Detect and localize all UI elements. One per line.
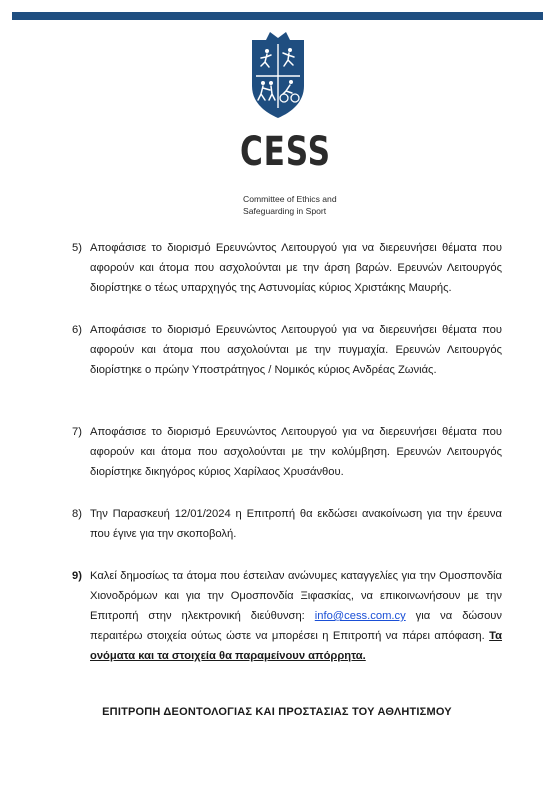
signature-title: ΕΠΙΤΡΟΠΗ ΔΕΟΝΤΟΛΟΓΙΑΣ ΚΑΙ ΠΡΟΣΤΑΣΙΑΣ ΤΟΥ ΑΘΛΗΤΙΣΜΟΥ bbox=[102, 706, 452, 718]
logo-subtitle-line2: Safeguarding in Sport bbox=[243, 206, 327, 216]
item-number: 5) bbox=[72, 242, 82, 254]
logo-subtitle-line1: Committee of Ethics and bbox=[243, 194, 337, 204]
item-number: 8) bbox=[72, 508, 82, 520]
item-text-before-link: Καλεί δημοσίως τα άτομα που έστειλαν ανώνυμες καταγγελίες για την Ομοσπονδία Χιονοδρόμων και για την Ομοσπονδία Ξιφασκίας, να επικοινωνήσουν με την Επιτροπή στην ηλεκτρονική διεύθυνση: bbox=[90, 570, 502, 622]
item-text: Αποφάσισε το διορισμό Ερευνώντος Λειτουργού για να διερευνήσει θέματα που αφορούν και άτομα που ασχολούνται με την πυγμαχία. Ερευνών Λειτουργός διορίστηκε ο πρώην Υποστράτηγος / Νομικός κύριος Ανδρέας Ζωνιάς. bbox=[90, 324, 502, 376]
sports-pictograms-shield-icon bbox=[248, 30, 308, 118]
logo-subtitle bbox=[243, 193, 343, 217]
email-link[interactable]: info@cess.com.cy bbox=[314, 610, 406, 622]
item-text: Την Παρασκευή 12/01/2024 η Επιτροπή θα εκδώσει ανακοίνωση για την έρευνα που έγινε για την σκοποβολή. bbox=[90, 508, 502, 540]
list-item-7 bbox=[72, 422, 502, 482]
list-item-5 bbox=[72, 238, 502, 298]
item-number: 7) bbox=[72, 426, 82, 438]
cess-logo bbox=[190, 28, 337, 224]
item-number: 6) bbox=[72, 324, 82, 336]
header-bar bbox=[12, 12, 543, 20]
confidentiality-notice: Τα ονόματα και τα στοιχεία θα παραμείνουν απόρρητα. bbox=[90, 630, 503, 662]
list-item-8 bbox=[72, 504, 502, 544]
item-number: 9) bbox=[72, 570, 82, 582]
decisions-list bbox=[72, 238, 502, 666]
logo-wordmark: CESS bbox=[240, 129, 331, 175]
item-text: Αποφάσισε το διορισμό Ερευνώντος Λειτουργού για να διερευνήσει θέματα που αφορούν και άτομα που ασχολούνται με την άρση βαρών. Ερευνών Λειτουργός διορίστηκε ο τέως υπαρχηγός της Αστυνομίας κύριος Χριστάκης Μαυρής. bbox=[90, 242, 502, 294]
item-text: Αποφάσισε το διορισμό Ερευνώντος Λειτουργού για να διερευνήσει θέματα που αφορούν και άτομα που ασχολούνται με την κολύμβηση. Ερευνών Λειτουργός διορίστηκε δικηγόρος κύριος Χαρίλαος Χρυσάνθου. bbox=[90, 426, 502, 478]
item-text-after-link: για να δώσουν περαιτέρω στοιχεία ούτως ώστε να μπορέσει η Επιτροπή να πάρει απόφαση. bbox=[90, 610, 502, 642]
list-item-6 bbox=[72, 320, 502, 380]
list-item-9 bbox=[72, 566, 502, 666]
